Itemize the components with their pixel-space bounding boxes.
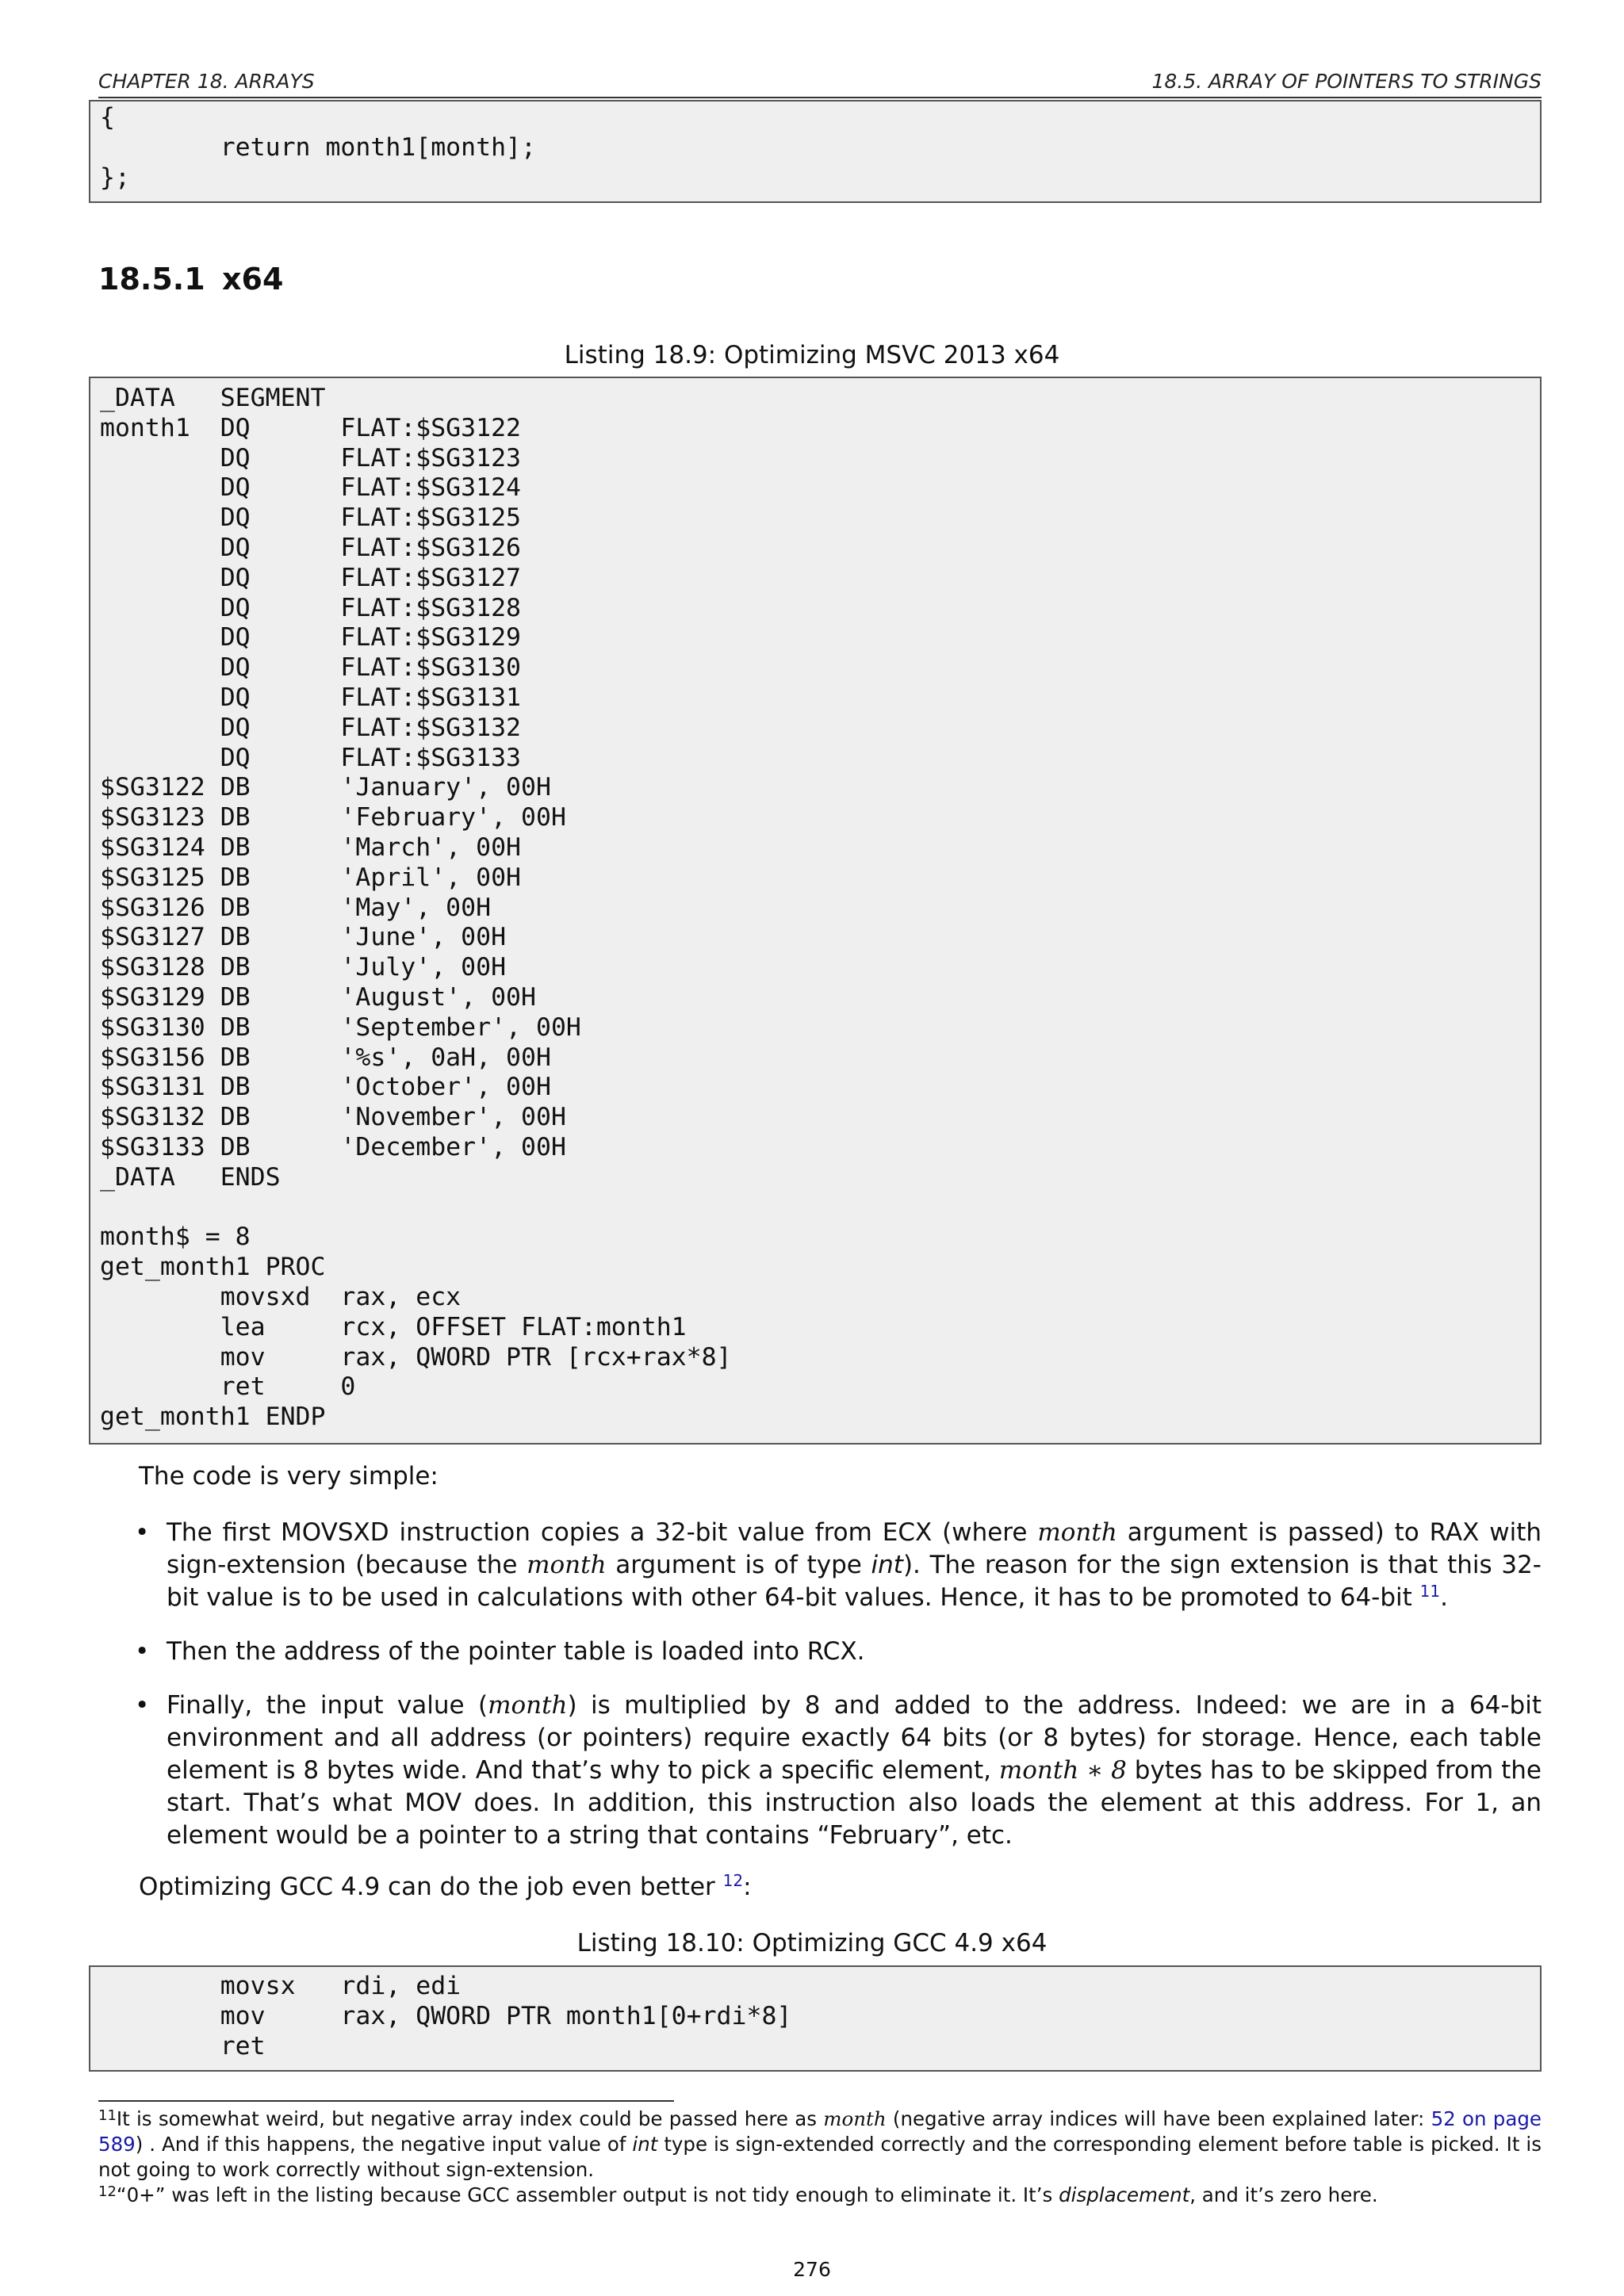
list-item — [167, 1689, 1542, 1852]
header-chapter: CHAPTER 18. ARRAYS — [98, 70, 315, 93]
text: ). The reason for the sign extension is that this 32-bit value is to be used in calculations with other 64-bit values. Hence, it has to be promoted to 64-bit — [167, 1551, 1542, 1612]
text: ) is multiplied by 8 and added to the address. Indeed: we are in a 64-bit environment and all address (or pointers) require exactly 64 bits (or 8 bytes) for storage. Hence, each table element is 8 bytes wide. And that’s why to pick a specific element, — [167, 1691, 1542, 1785]
footnote-mark: 12 — [98, 2183, 117, 2200]
bullet-list — [167, 1517, 1542, 1873]
code-text: movsx rdi, edi mov rax, QWORD PTR month1[0+rdi*8] ret — [220, 1972, 792, 2061]
text: Then the address of the pointer table is loaded into RCX. — [167, 1637, 865, 1666]
math-var: month — [527, 1551, 607, 1579]
list-item — [167, 1517, 1542, 1614]
emphasis: displacement — [1059, 2183, 1190, 2206]
text: (negative array indices will have been explained later: — [886, 2107, 1431, 2130]
footnotes — [98, 2107, 1542, 2208]
listing-caption: Listing 18.9: Optimizing MSVC 2013 x64 — [564, 341, 1060, 369]
text: Finally, the input value ( — [167, 1691, 488, 1720]
text: It is somewhat weird, but negative array index could be passed here as — [116, 2107, 824, 2130]
code-text: _DATA SEGMENT month1 DQ FLAT:$SG3122 DQ FLAT:$SG3123 DQ FLAT:$SG3124 DQ FLAT:$SG3125 DQ FLAT:$SG3126 DQ FLAT:$SG3127 DQ FLAT:$SG3128 DQ FLAT:$SG3129 DQ FLAT:$SG3130 DQ FLAT:$SG3131 DQ FLAT:$SG3132 DQ FLAT:$SG3133 $SG3122 DB 'January', 00H $SG3123 DB 'February', 00H $SG3124 DB 'March', 00H $SG3125 DB 'April', 00H $SG3126 DB 'May', 00H $SG3127 DB 'June', 00H $SG3128 DB 'July', 00H $SG3129 DB 'August', 00H $SG3130 DB 'September', 00H $SG3156 DB '%s', 0aH, 00H $SG3131 DB 'October', 00H $SG3132 DB 'November', 00H $SG3133 DB 'December', 00H _DATA ENDS month$ = 8 get_month1 PROC movsxd rax, ecx lea rcx, OFFSET FLAT:month1 mov rax, QWORD PTR [rcx+rax*8] ret 0 get_month1 ENDP — [100, 384, 732, 1432]
text: bytes has to be skipped from the start. That’s what MOV does. In addition, this instruction also loads the element at this address. For 1, an element would be a pointer to a string that contains “February”, etc. — [167, 1756, 1542, 1850]
emphasis: int — [871, 1551, 903, 1579]
code-listing-msvc — [89, 377, 1542, 1445]
footnote-divider — [98, 2100, 674, 2102]
running-header — [98, 70, 1542, 98]
code-listing-gcc — [89, 1965, 1542, 2072]
math-var: month — [823, 2107, 887, 2130]
footnote-link-12[interactable]: 12 — [722, 1871, 744, 1890]
paragraph — [139, 1871, 1542, 1904]
page-number: 276 — [793, 2258, 831, 2281]
math-var: month — [488, 1691, 568, 1720]
math-expr: month ∗ 8 — [998, 1756, 1127, 1785]
text: argument is passed) to RAX with sign-extension (because the — [167, 1518, 1542, 1579]
header-section: 18.5. ARRAY OF POINTERS TO STRINGS — [1151, 70, 1542, 93]
text: ) . And if this happens, the negative input value of — [135, 2133, 633, 2156]
text: The first MOVSXD instruction copies a 32-bit value from ECX (where — [167, 1518, 1038, 1547]
text: argument is of type — [606, 1551, 871, 1579]
footnote-12 — [98, 2183, 1542, 2208]
footnote-11 — [98, 2107, 1542, 2183]
footnote-mark: 11 — [98, 2107, 117, 2124]
cross-reference-link[interactable]: 52 on page 589 — [98, 2107, 1542, 2156]
math-var: month — [1037, 1518, 1117, 1547]
section-number: 18.5.1 — [98, 262, 205, 297]
listing-caption: Listing 18.10: Optimizing GCC 4.9 x64 — [576, 1929, 1048, 1957]
section-heading — [98, 262, 283, 297]
paragraph: The code is very simple: — [139, 1462, 439, 1490]
text: , and it’s zero here. — [1189, 2183, 1378, 2206]
code-block-top — [89, 100, 1542, 203]
code-text: { return month1[month]; }; — [100, 103, 536, 192]
text: Optimizing GCC 4.9 can do the job even better — [139, 1873, 723, 1901]
emphasis: int — [632, 2133, 658, 2156]
footnote-link-11[interactable]: 11 — [1419, 1582, 1441, 1601]
text: “0+” was left in the listing because GCC assembler output is not tidy enough to eliminate it. It’s — [116, 2183, 1059, 2206]
text: . — [1440, 1583, 1448, 1612]
section-title: x64 — [222, 262, 284, 297]
text: type is sign-extended correctly and the corresponding element before table is picked. It is not going to work correctly without sign-extension. — [98, 2133, 1542, 2181]
list-item — [167, 1636, 1542, 1668]
text: : — [743, 1873, 752, 1901]
